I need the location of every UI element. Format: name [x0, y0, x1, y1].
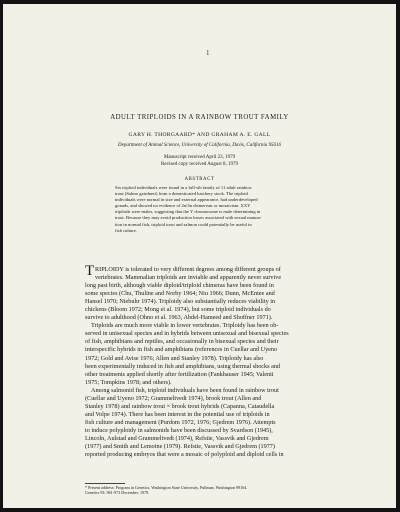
body-line: Triploids are much more viable in lower vertebrates. Triploidy has been ob-: [91, 322, 279, 330]
received-line: Manuscript received April 23, 1979: [163, 155, 236, 160]
body-text: [85, 263, 335, 459]
footnote-address: * Present address: Program in Genetics, Washington State University, Pullman, Washington 99164.: [85, 485, 248, 490]
abstract-heading: ABSTRACT: [184, 177, 215, 182]
abstract-line: individuals were normal in size and external appearance, had underdeveloped: [115, 197, 258, 203]
abstract-line: gonads, and showed no evidence of 2n/3n chimerism or mosaicism. XXY: [115, 203, 251, 209]
body-line: fish culture and management (Purdom 1972, 1976; Gjedrem 1976). Attempts: [85, 418, 276, 426]
abstract-line: trout. Because they may avoid production losses associated with sexual matura-: [115, 215, 262, 221]
received-dates: [3, 155, 396, 168]
body-line: interspecific hybrids in fish and amphibians (references in Cuellar and Uyeno: [85, 346, 278, 354]
body-line: and Volpe 1974). There has been interest in the potential use of triploids in: [85, 410, 270, 418]
body-line: RIPLOIDY is tolerated to very different degrees among different groups of: [95, 266, 281, 273]
body-line: reported producing embryos that were a mosaic of polyploid and diploid cells in: [85, 451, 284, 459]
body-line: Lincoln, Aulstad and Grammeltvedt (1974), Refstie, Vassvik and Gjedrem: [85, 434, 269, 442]
article-authors: GARY H. THORGAARD* AND GRAHAM A. E. GALL: [128, 132, 271, 138]
abstract-line: fish culture.: [115, 227, 137, 233]
footnote-citation: Genetics 93: 961-973 December, 1979.: [85, 490, 150, 496]
body-line: survive to adulthood (Ohno et al. 1963, Abdel-Hameed and Shoffner 1971).: [85, 314, 273, 322]
body-line: (Cuellar and Uyeno 1972; Grammeltvedt 1974), brook trout (Allen and: [85, 394, 262, 402]
body-line: vertebrates. Mammalian triploids are inviable and apparently never survive: [95, 274, 282, 282]
body-line: 1975; Tompkins 1978; and others).: [85, 378, 172, 386]
body-line: some species (Chu, Thuline and Norby 1964; Niu 1966; Dunn, McEntee and: [85, 290, 275, 298]
body-line: been experimentally induced in fish and amphibians, using thermal shocks and: [85, 362, 281, 370]
footnote-rule: [85, 483, 125, 484]
body-line: to induce polyploidy in salmonids have been discussed by Svardson (1945),: [85, 426, 273, 434]
body-line: Stanley 1978) and rainbow trout × brook trout hybrids (Capanna, Cataudella: [85, 402, 275, 410]
body-line: chickens (Bloom 1972; Mong et al. 1974), but some triploid individuals do: [85, 306, 271, 314]
body-line: Hansel 1970; Niebuhr 1974). Triploidy also substantially reduces viability in: [85, 298, 276, 306]
body-line: Among salmonid fish, triploid individuals have been found in rainbow trout: [91, 386, 279, 394]
abstract-line: tion in normal fish, triploid trout and salmon could potentially be useful in: [115, 221, 252, 227]
page-marker: 1: [206, 49, 210, 57]
article-title: ADULT TRIPLOIDS IN A RAINBOW TROUT FAMILY: [110, 114, 289, 121]
abstract-text: [115, 185, 315, 234]
revised-line: Revised copy received August 8, 1979: [161, 161, 238, 167]
body-line: (1977) and Smith and Lemoine (1979). Refstie, Vassvik and Gjedrem (1977): [85, 443, 275, 451]
abstract-line: Six triploid individuals were found in a full-sib family of 11 adult rainbow: [115, 185, 252, 190]
paper-page: [3, 4, 396, 508]
footnotes: [85, 485, 247, 496]
body-line: of fish, amphibians and reptiles, and occasionally in bisexual species and their: [85, 338, 279, 346]
body-line: 1972; Gold and Avise 1976; Allen and Stanley 1978). Triploidy has also: [85, 354, 264, 362]
body-line: other treatments applied shortly after fertilization (Fankhauser 1945; Valenti: [85, 370, 274, 378]
author-affiliation: Department of Animal Science, University of California, Davis, California 95616: [118, 143, 281, 148]
abstract-line: triploids were males, suggesting that the Y chromosome is male determining in: [115, 209, 261, 215]
abstract-line: trout (Salmo gairdneri) from a domesticated hatchery stock. The triploid: [115, 191, 248, 197]
drop-cap: T: [85, 263, 95, 279]
body-line: served in unisexual species and in hybrids between unisexual and bisexual species: [85, 330, 289, 338]
body-line: long past birth, although viable diploid/triploid chimeras have been found in: [85, 282, 274, 290]
